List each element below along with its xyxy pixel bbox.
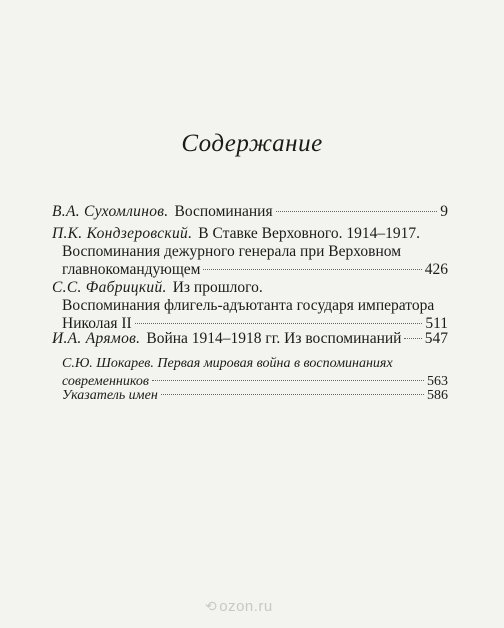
entry-page-number: 511: [425, 315, 448, 332]
entry-title-line: Воспоминания дежурного генерала при Верховном: [62, 243, 402, 260]
entry-page-number: 426: [424, 261, 448, 278]
ozon-watermark: [205, 598, 273, 615]
toc-entry: [52, 225, 448, 279]
entry-title-line: Николая II: [62, 315, 132, 332]
ozon-logo-icon: ⟲: [205, 598, 218, 614]
entry-author: П.К. Кондзеровский.: [52, 225, 193, 242]
entry-title: Война 1914–1918 гг. Из воспоминаний: [146, 330, 402, 347]
entry-author: И.А. Арямов.: [52, 330, 141, 347]
toc-entry: [52, 330, 448, 348]
entry-title: В Ставке Верховного. 1914–1917.: [198, 225, 421, 242]
toc-sub-entry: [62, 387, 448, 405]
watermark-text: ozon.ru: [219, 598, 273, 615]
entry-page-number: 586: [427, 388, 448, 403]
leader-dots: [152, 380, 424, 381]
leader-dots: [161, 394, 424, 395]
page-title: Содержание: [181, 130, 323, 157]
leader-dots: [276, 211, 438, 212]
toc-sub-entry: [62, 355, 448, 391]
leader-dots: [135, 323, 423, 324]
entry-author: В.А. Сухомлинов.: [52, 203, 169, 220]
entry-title: Из прошлого.: [172, 279, 263, 296]
entry-title-line: Воспоминания флигель-адъютанта государя императора: [62, 297, 435, 314]
leader-dots: [203, 269, 421, 270]
toc-entry: [52, 203, 448, 221]
sub-entry-title: Указатель имен: [62, 388, 158, 403]
entry-page-number: 563: [427, 374, 448, 389]
entry-title-line: главнокомандующем: [62, 261, 201, 278]
sub-entry-title: С.Ю. Шокарев. Первая мировая война в воспоминаниях: [62, 356, 393, 371]
sub-entry-title-line: современников: [62, 374, 149, 389]
entry-page-number: 547: [424, 330, 448, 347]
entry-title: Воспоминания: [174, 203, 273, 220]
entry-page-number: 9: [440, 203, 448, 220]
leader-dots: [404, 338, 421, 339]
toc-entry: [52, 279, 448, 333]
entry-author: С.С. Фабрицкий.: [52, 279, 167, 296]
